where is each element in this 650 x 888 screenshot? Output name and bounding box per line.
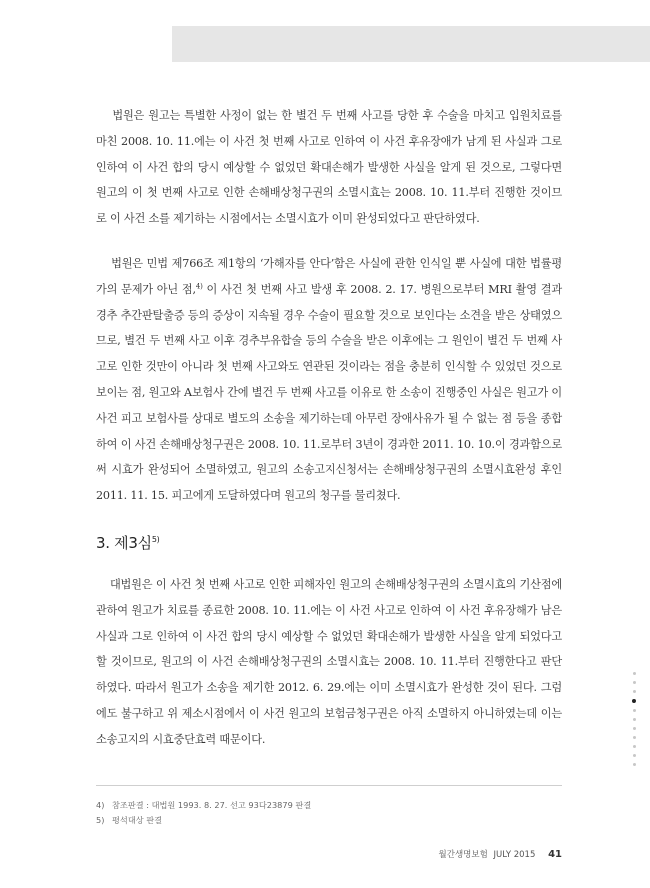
- indicator-dot: [633, 672, 636, 675]
- indicator-dot: [633, 736, 636, 739]
- section-title: 3. 제3심: [96, 534, 152, 552]
- paragraph-text: 법원은 민법 제766조 제1항의 ‘가해자를 안다’함은 사실에 관한 인식일 뿐 사실에 대한 법률평가의 문제가 아닌 점,: [96, 257, 562, 296]
- paragraph-supreme-court: [96, 572, 562, 753]
- issue-date: JULY 2015: [493, 850, 536, 860]
- page-footer: [439, 848, 562, 860]
- indicator-dot: [633, 745, 636, 748]
- footnote-number: 4): [96, 800, 105, 810]
- footnote-number: 5): [96, 815, 105, 825]
- publication-name: 월간생명보험: [438, 850, 488, 860]
- paragraph-text: 법원은 원고는 특별한 사정이 없는 한 별건 두 번째 사고를 당한 후 수술을 마치고 입원치료를 마친 2008. 10. 11.에는 이 사건 첫 번째 사고로 인하여 이 사건 후유장애가 남게 된 사실과 그로 인하여 이 사건 합의 당시 예상할 수 없었던 확대손해가 발생한 사실을 알게 된 것으로, 그렇다면 원고의 이 첫 번째 사고로 인한 손해배상청구권의 소멸시효는 2008. 10. 11.부터 진행한 것이므로 이 사건 소를 제기하는 시점에서는 소멸시효가 이미 완성되었다고 판단하였다.: [96, 109, 562, 226]
- footnote-ref-4[interactable]: 4): [195, 282, 203, 291]
- footnotes: [96, 798, 311, 828]
- footnote-text: 평석대상 판결: [112, 815, 163, 825]
- indicator-dot: [633, 681, 636, 684]
- indicator-dot: [633, 763, 636, 766]
- indicator-dot: [633, 690, 636, 693]
- page-number: 41: [548, 849, 562, 860]
- footnote-text: 참조판결 : 대법원 1993. 8. 27. 선고 93다23879 판결: [112, 800, 312, 810]
- header-bar: [172, 26, 650, 62]
- section-heading-third-trial: [96, 532, 159, 553]
- paragraph-lower-court-ruling: [96, 103, 562, 232]
- indicator-dot: [633, 754, 636, 757]
- indicator-dot: [633, 718, 636, 721]
- footnote-5: [96, 813, 311, 828]
- indicator-dot: [633, 709, 636, 712]
- indicator-dot-active: [632, 699, 636, 703]
- footnote-ref-5[interactable]: 5): [151, 535, 160, 544]
- footnote-divider: [96, 785, 562, 786]
- footnote-4: [96, 798, 311, 813]
- paragraph-text: 이 사건 첫 번째 사고 발생 후 2008. 2. 17. 병원으로부터 MRI 촬영 결과 경추 추간판탈출증 등의 증상이 지속될 경우 수술이 필요할 것으로 보인다는 소견을 받은 상태였으므로, 별건 두 번째 사고 이후 경추부유합술 등의 수술을 받은 이후에는 그 원인이 별건 두 번째 사고로 인한 것만이 아니라 첫 번째 사고와도 연관된 것이라는 점을 충분히 인식할 수 있었던 것으로 보이는 점, 원고와 A보험사 간에 별건 두 번째 사고를 이유로 한 소송이 진행중인 사실은 원고가 이 사건 피고 보험사를 상대로 별도의 소송을 제기하는데 아무런 장애사유가 될 수 없는 점 등을 종합하여 이 사건 손해배상청구권은 2008. 10. 11.로부터 3년이 경과한 2011. 10. 10.이 경과함으로써 시효가 완성되어 소멸하였고, 원고의 소송고지신청서는 손해배상청구권의 소멸시효완성 후인 2011. 11. 15. 피고에게 도달하였다며 원고의 청구를 물리쳤다.: [96, 282, 562, 503]
- paragraph-second-instance: [96, 251, 562, 509]
- indicator-dot: [633, 727, 636, 730]
- section-indicator: [631, 672, 637, 772]
- paragraph-text: 대법원은 이 사건 첫 번째 사고로 인한 피해자인 원고의 손해배상청구권의 소멸시효의 기산점에 관하여 원고가 치료를 종료한 2008. 10. 11.에는 이 사건 사고로 인하여 이 사건 후유장해가 남은 사실과 그로 인하여 이 사건 합의 당시 예상할 수 없었던 확대손해가 발생한 사실을 알게 되었다고 할 것이므로, 원고의 이 사건 손해배상청구권의 소멸시효는 2008. 10. 11.부터 진행한다고 판단하였다. 따라서 원고가 소송을 제기한 2012. 6. 29.에는 이미 소멸시효가 완성한 것이 된다. 그럼에도 불구하고 위 제소시점에서 이 사건 원고의 보험금청구권은 아직 소멸하지 아니하였는데 이는 소송고지의 시효중단효력 때문이다.: [96, 578, 562, 746]
